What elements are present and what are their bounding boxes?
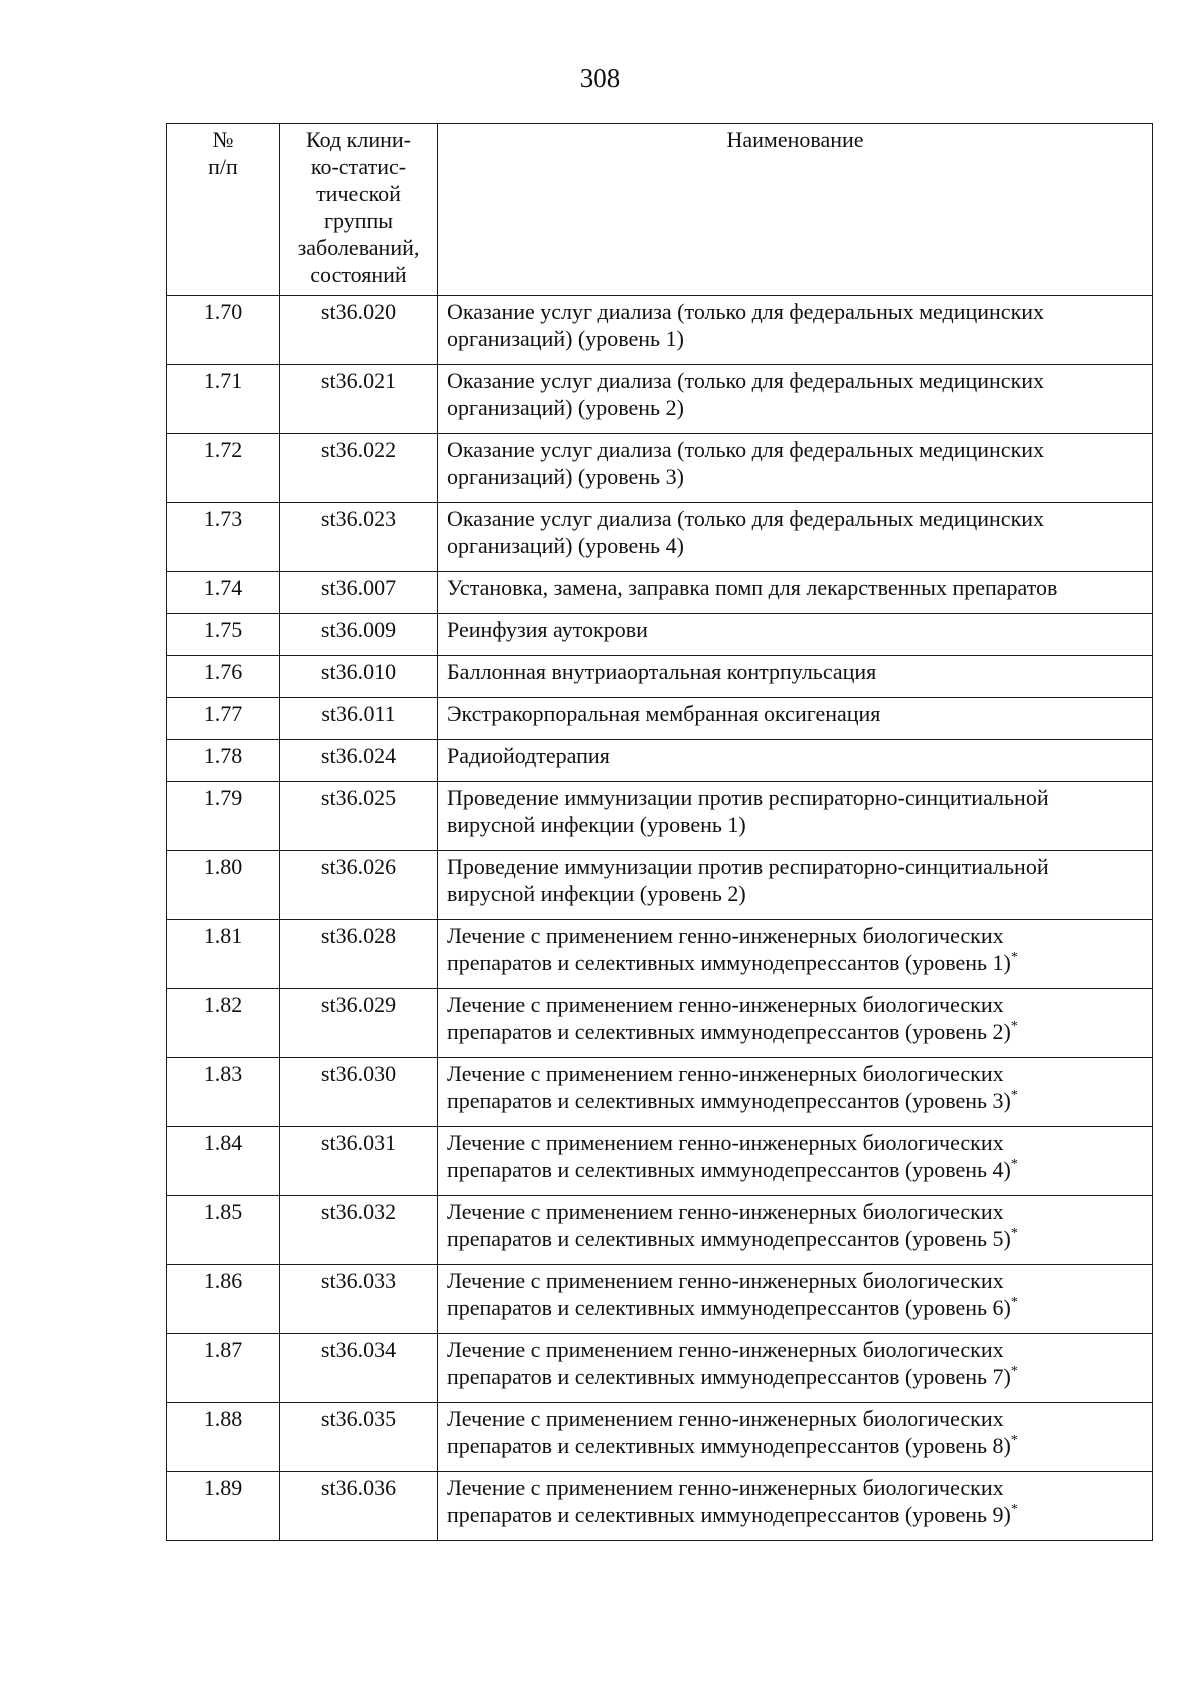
row-number: 1.83 — [167, 1058, 280, 1127]
table-row — [167, 1472, 1153, 1541]
group-name: Лечение с применением генно-инженерных биологических препаратов и селективных иммунодепрессантов (уровень 1) — [447, 923, 1011, 975]
row-number: 1.76 — [167, 656, 280, 698]
group-name: Оказание услуг диализа (только для федеральных медицинских организаций) (уровень 1) — [447, 299, 1045, 351]
row-number: 1.81 — [167, 920, 280, 989]
group-name: Реинфузия аутокрови — [447, 617, 648, 642]
group-name-cell — [438, 434, 1153, 503]
group-name-cell — [438, 1196, 1153, 1265]
group-name: Лечение с применением генно-инженерных биологических препаратов и селективных иммунодепрессантов (уровень 9) — [447, 1475, 1011, 1527]
row-number: 1.79 — [167, 782, 280, 851]
group-name: Лечение с применением генно-инженерных биологических препаратов и селективных иммунодепрессантов (уровень 2) — [447, 992, 1011, 1044]
group-name: Проведение иммунизации против респираторно-синцитиальной вирусной инфекции (уровень 1) — [447, 785, 1049, 837]
row-number: 1.84 — [167, 1127, 280, 1196]
group-name-cell — [438, 1472, 1153, 1541]
group-name-cell — [438, 656, 1153, 698]
row-number: 1.78 — [167, 740, 280, 782]
table-header-row — [167, 124, 1153, 296]
group-name: Баллонная внутриаортальная контрпульсация — [447, 659, 877, 684]
ksg-table — [166, 123, 1153, 1541]
table-row — [167, 656, 1153, 698]
table-row — [167, 698, 1153, 740]
group-name: Оказание услуг диализа (только для федеральных медицинских организаций) (уровень 4) — [447, 506, 1045, 558]
table-row — [167, 989, 1153, 1058]
group-code: st36.032 — [280, 1196, 438, 1265]
table-row — [167, 1058, 1153, 1127]
table-row — [167, 614, 1153, 656]
group-code: st36.021 — [280, 365, 438, 434]
table-row — [167, 503, 1153, 572]
group-code: st36.023 — [280, 503, 438, 572]
group-name-cell — [438, 740, 1153, 782]
group-code: st36.011 — [280, 698, 438, 740]
group-name: Экстракорпоральная мембранная оксигенация — [447, 701, 881, 726]
group-code: st36.024 — [280, 740, 438, 782]
table-row — [167, 1403, 1153, 1472]
group-name-cell — [438, 572, 1153, 614]
row-number: 1.72 — [167, 434, 280, 503]
group-code: st36.029 — [280, 989, 438, 1058]
group-code: st36.033 — [280, 1265, 438, 1334]
footnote-asterisk: * — [1010, 1019, 1018, 1034]
group-name: Оказание услуг диализа (только для федеральных медицинских организаций) (уровень 2) — [447, 368, 1045, 420]
group-code: st36.026 — [280, 851, 438, 920]
group-name-cell — [438, 920, 1153, 989]
group-name-cell — [438, 1058, 1153, 1127]
group-code: st36.036 — [280, 1472, 438, 1541]
group-name-cell — [438, 698, 1153, 740]
group-name: Установка, замена, заправка помп для лекарственных препаратов — [447, 575, 1058, 600]
row-number: 1.70 — [167, 296, 280, 365]
group-name-cell — [438, 1265, 1153, 1334]
group-code: st36.034 — [280, 1334, 438, 1403]
table-row — [167, 572, 1153, 614]
footnote-asterisk: * — [1010, 1364, 1018, 1379]
group-name: Радиойодтерапия — [447, 743, 610, 768]
footnote-asterisk: * — [1010, 1226, 1018, 1241]
row-number: 1.82 — [167, 989, 280, 1058]
group-name-cell — [438, 503, 1153, 572]
group-code: st36.035 — [280, 1403, 438, 1472]
group-code: st36.028 — [280, 920, 438, 989]
table-row — [167, 1196, 1153, 1265]
table-row — [167, 851, 1153, 920]
group-name: Лечение с применением генно-инженерных биологических препаратов и селективных иммунодепрессантов (уровень 4) — [447, 1130, 1011, 1182]
footnote-asterisk: * — [1010, 1502, 1018, 1517]
row-number: 1.86 — [167, 1265, 280, 1334]
row-number: 1.75 — [167, 614, 280, 656]
group-name-cell — [438, 1403, 1153, 1472]
table-row — [167, 365, 1153, 434]
footnote-asterisk: * — [1010, 1157, 1018, 1172]
group-code: st36.010 — [280, 656, 438, 698]
footnote-asterisk: * — [1010, 1433, 1018, 1448]
group-name: Лечение с применением генно-инженерных биологических препаратов и селективных иммунодепрессантов (уровень 6) — [447, 1268, 1011, 1320]
group-name-cell — [438, 782, 1153, 851]
header-row-number: № п/п — [167, 124, 280, 296]
row-number: 1.77 — [167, 698, 280, 740]
footnote-asterisk: * — [1010, 950, 1018, 965]
group-name: Лечение с применением генно-инженерных биологических препаратов и селективных иммунодепрессантов (уровень 8) — [447, 1406, 1011, 1458]
group-code: st36.022 — [280, 434, 438, 503]
group-code: st36.031 — [280, 1127, 438, 1196]
row-number: 1.73 — [167, 503, 280, 572]
row-number: 1.80 — [167, 851, 280, 920]
group-name: Лечение с применением генно-инженерных биологических препаратов и селективных иммунодепрессантов (уровень 7) — [447, 1337, 1011, 1389]
row-number: 1.74 — [167, 572, 280, 614]
page-number: 308 — [579, 63, 621, 93]
group-name: Проведение иммунизации против респираторно-синцитиальной вирусной инфекции (уровень 2) — [447, 854, 1049, 906]
group-name-cell — [438, 365, 1153, 434]
footnote-asterisk: * — [1010, 1088, 1018, 1103]
table-row — [167, 740, 1153, 782]
row-number: 1.85 — [167, 1196, 280, 1265]
table-row — [167, 296, 1153, 365]
table-body — [167, 296, 1153, 1541]
group-code: st36.020 — [280, 296, 438, 365]
row-number: 1.88 — [167, 1403, 280, 1472]
group-name-cell — [438, 614, 1153, 656]
table-row — [167, 434, 1153, 503]
group-name-cell — [438, 989, 1153, 1058]
table-row — [167, 1127, 1153, 1196]
footnote-asterisk: * — [1010, 1295, 1018, 1310]
row-number: 1.71 — [167, 365, 280, 434]
group-name-cell — [438, 296, 1153, 365]
group-code: st36.009 — [280, 614, 438, 656]
row-number: 1.89 — [167, 1472, 280, 1541]
table-row — [167, 1265, 1153, 1334]
table-row — [167, 782, 1153, 851]
table-row — [167, 1334, 1153, 1403]
group-code: st36.025 — [280, 782, 438, 851]
group-name: Лечение с применением генно-инженерных биологических препаратов и селективных иммунодепрессантов (уровень 3) — [447, 1061, 1011, 1113]
group-code: st36.007 — [280, 572, 438, 614]
header-group-code: Код клини- ко-статис- тической группы заболеваний, состояний — [280, 124, 438, 296]
group-name-cell — [438, 1334, 1153, 1403]
group-name-cell — [438, 851, 1153, 920]
group-name: Оказание услуг диализа (только для федеральных медицинских организаций) (уровень 3) — [447, 437, 1045, 489]
row-number: 1.87 — [167, 1334, 280, 1403]
header-name: Наименование — [438, 124, 1153, 296]
table-row — [167, 920, 1153, 989]
group-code: st36.030 — [280, 1058, 438, 1127]
group-name: Лечение с применением генно-инженерных биологических препаратов и селективных иммунодепрессантов (уровень 5) — [447, 1199, 1011, 1251]
group-name-cell — [438, 1127, 1153, 1196]
